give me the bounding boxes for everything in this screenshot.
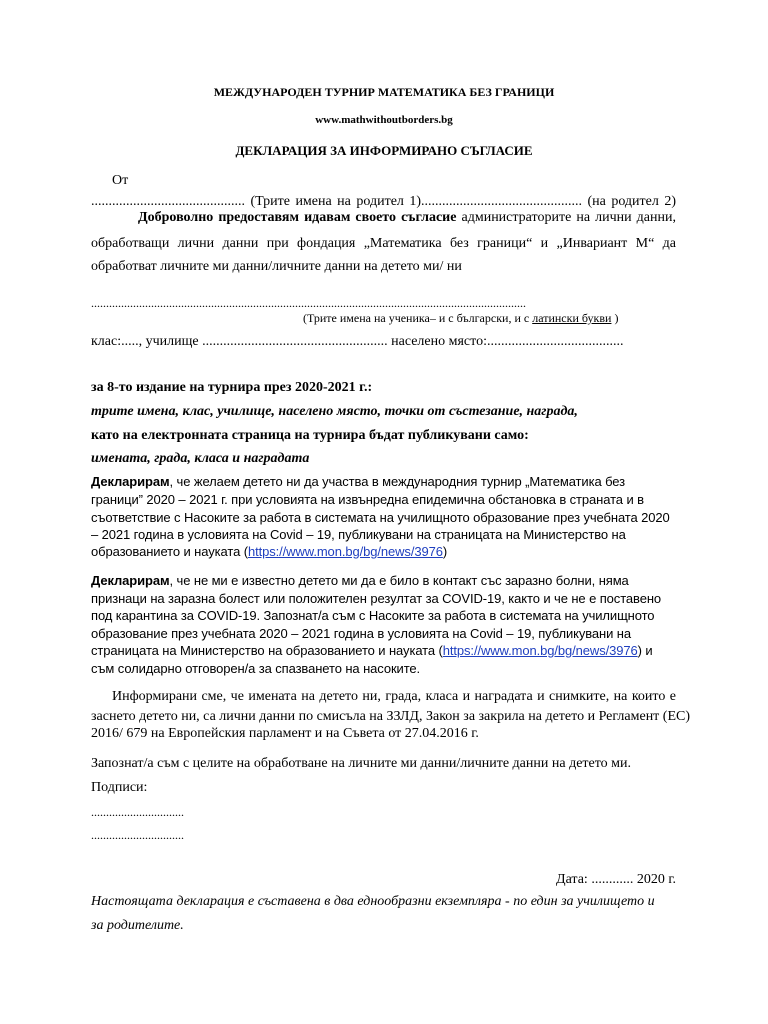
parent2-label: (на родител 2): [587, 194, 676, 209]
declaration2-line6: съм солидарно отговорен/а за спазването на насоките.: [91, 661, 421, 676]
parent1-label: (Трите имена на родител 1): [250, 194, 422, 209]
consent-line-1: [138, 210, 676, 226]
informed-line2: заснето детето ни, са лични данни по смисъла на ЗЗЛД, Закон за закрила на детето и Регламент (ЕС): [91, 709, 691, 724]
signature-line-1: ...............................: [91, 805, 184, 819]
parent1-dots: ............................................: [91, 194, 245, 209]
declaration1-line5: [91, 544, 447, 559]
informed-line3: 2016/ 679 на Европейския парламент и на Съвета от 27.04.2016 г.: [91, 726, 479, 741]
declaration1-bold: Декларирам: [91, 474, 170, 489]
declaration2-line1: [91, 573, 629, 588]
footer-line2: за родителите.: [91, 918, 184, 933]
acknowledge-line: Запознат/а съм с целите на обработване на личните ми данни/личните данни на детето ми.: [91, 756, 632, 771]
declaration1-line2: граници” 2020 – 2021 г. при условията на извънредна епидемична обстановка в страната и в: [91, 492, 644, 507]
class-school-place-line: [91, 334, 623, 350]
published-note: като на електронната страница на турнира бъдат публикувани само:: [91, 428, 529, 443]
declaration1-line3: съответствие с Насоките за работа в системата на училищното образование през учебната 2020: [91, 510, 670, 525]
declaration1-text5: образованието и науката (: [91, 544, 248, 559]
collected-fields: трите имена, клас, училище, населено място, точки от състезание, награда,: [91, 404, 578, 419]
edition-line: за 8-то издание на турнира през 2020-2021 г.:: [91, 380, 373, 395]
class-school-label: клас:....., училище: [91, 334, 199, 349]
declaration2-text5: страницата на Министерство на образованието и науката (: [91, 643, 443, 658]
mon-news-link-1[interactable]: https://www.mon.bg/bg/news/3976: [247, 544, 443, 559]
signature-line-2: ...............................: [91, 828, 184, 842]
place-label: населено място:: [391, 334, 487, 349]
consent-line-2: обработващи лични данни при фондация „Математика без граници“ и „Инвариант М“ да: [91, 236, 676, 251]
student-name-caption: [303, 311, 618, 326]
published-fields: имената, града, класа и наградата: [91, 451, 310, 466]
declaration1-close: ): [442, 544, 448, 559]
declaration2-line4: образование през учебната 2020 – 2021 година в условията на Covid – 19, публикувани на: [91, 626, 632, 641]
website-text: www.mathwithoutborders.bg: [315, 114, 453, 126]
declaration1-text1: , че желаем детето ни да участва в международния турнир „Математика без: [169, 474, 625, 489]
caption-close: ): [611, 311, 619, 325]
place-dots: .......................................: [486, 334, 624, 349]
student-name-dots: .................................................................................................................................................: [91, 296, 526, 310]
from-label: От: [112, 173, 129, 188]
declaration1-line4: – 2021 година в условията на Covid – 19, публикувани на страницата на Министерство на: [91, 527, 626, 542]
mon-news-link-2[interactable]: https://www.mon.bg/bg/news/3976: [442, 643, 638, 658]
date-line: Дата: ............ 2020 г.: [556, 872, 676, 887]
declaration1-line1: [91, 474, 625, 489]
declaration2-close: ) и: [637, 643, 653, 658]
declaration2-bold: Декларирам: [91, 573, 170, 588]
declaration2-text1: , че не ми е известно детето ми да е било в контакт със заразно болни, няма: [169, 573, 629, 588]
consent-line-3: обработват личните ми данни/личните данни на детето ми/ ни: [91, 259, 462, 274]
declaration2-line2: признаци на заразна болест или положителен резултат за COVID-19, както и че не е поставено: [91, 591, 662, 606]
declaration2-line5: [91, 643, 653, 658]
school-dots: .....................................................: [202, 334, 388, 349]
parent2-dots: ..............................................: [421, 194, 583, 209]
parent-names-line: [91, 194, 676, 210]
consent-rest-text: администраторите на лични данни,: [461, 210, 676, 225]
tournament-title: МЕЖДУНАРОДЕН ТУРНИР МАТЕМАТИКА БЕЗ ГРАНИЦИ: [213, 85, 555, 99]
declaration2-line3: под карантина за COVID-19. Запознат/а съм с Насоките за работа в системата на училищното: [91, 608, 655, 623]
consent-bold-text: Доброволно предоставям идавам своето съгласие: [138, 210, 457, 225]
footer-line1: Настоящата декларация е съставена в два еднообразни екземпляра - по един за училището и: [91, 894, 655, 909]
signatures-label: Подписи:: [91, 780, 148, 795]
informed-line1: Информирани сме, че имената на детето ни, града, класа и наградата и снимките, на които е: [112, 689, 676, 704]
caption-text: (Трите имена на ученика– и с български, и с: [303, 311, 533, 325]
declaration-title: ДЕКЛАРАЦИЯ ЗА ИНФОРМИРАНО СЪГЛАСИЕ: [235, 143, 533, 158]
caption-latin-text: латински букви: [532, 311, 612, 325]
